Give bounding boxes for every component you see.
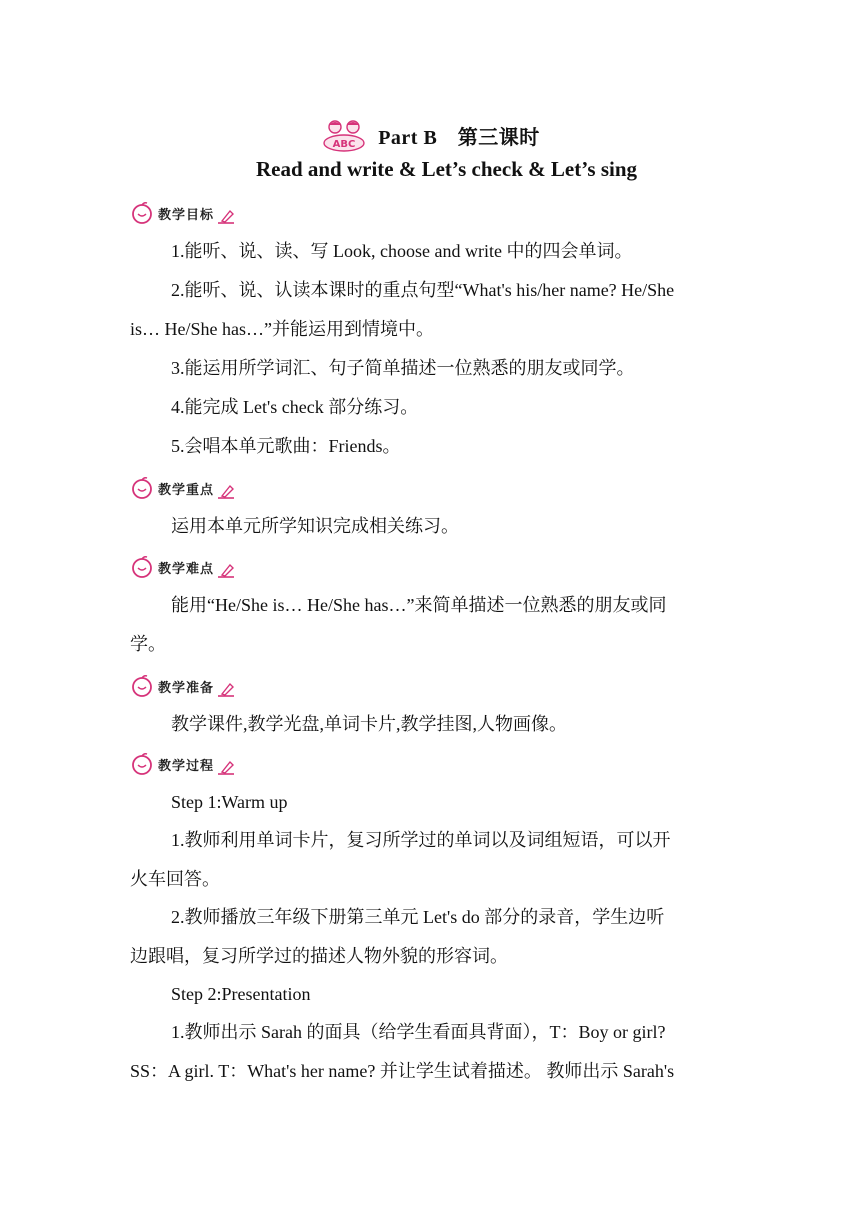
- apple-icon: [130, 476, 154, 500]
- section-label: 教学目标: [158, 207, 215, 223]
- part-title: Part B 第三课时: [378, 126, 540, 149]
- goal-line-3: 3.能运用所学词汇、句子简单描述一位熟悉的朋友或同学。: [171, 358, 635, 378]
- pen-icon: [216, 561, 238, 579]
- goal-line-4: 4.能完成 Let's check 部分练习。: [171, 397, 419, 417]
- step-1-item-1b: 火车回答。: [130, 869, 220, 889]
- section-label: 教学过程: [158, 758, 215, 774]
- svg-text:ABC: ABC: [332, 139, 356, 150]
- difficulty-line-a: 能用“He/She is… He/She has…”来简单描述一位熟悉的朋友或同: [171, 595, 667, 615]
- goal-line-2a: 2.能听、说、认读本课时的重点句型“What's his/her name? He/She: [171, 280, 675, 300]
- apple-icon: [130, 555, 154, 579]
- kids-abc-logo: [320, 118, 370, 152]
- key-point-line: 运用本单元所学知识完成相关练习。: [171, 516, 459, 536]
- pen-icon: [216, 758, 238, 776]
- section-header-process: [130, 751, 238, 777]
- section-header-goals: [130, 200, 238, 226]
- step-2-item-1b: SS：A girl. T：What's her name? 并让学生试着描述。 教师出示 Sarah's: [130, 1061, 675, 1081]
- pen-icon: [216, 207, 238, 225]
- step-1-item-2a: 2.教师播放三年级下册第三单元 Let's do 部分的录音，学生边听: [171, 907, 665, 927]
- step-2-heading: Step 2:Presentation: [171, 984, 311, 1004]
- preparation-line: 教学课件,教学光盘,单词卡片,教学挂图,人物画像。: [171, 714, 567, 734]
- step-1-heading: Step 1:Warm up: [171, 792, 288, 812]
- apple-icon: [130, 674, 154, 698]
- difficulty-line-b: 学。: [130, 634, 166, 654]
- section-label: 教学难点: [158, 561, 215, 577]
- goal-line-1: 1.能听、说、读、写 Look, choose and write 中的四会单词。: [171, 241, 633, 261]
- lesson-subtitle: Read and write & Let’s check & Let’s sing: [255, 157, 638, 181]
- section-label: 教学重点: [158, 482, 215, 498]
- section-header-key-points: [130, 475, 238, 501]
- title-row: [0, 118, 860, 152]
- section-label: 教学准备: [158, 680, 215, 696]
- apple-icon: [130, 201, 154, 225]
- step-1-item-1a: 1.教师利用单词卡片，复习所学过的单词以及词组短语，可以开: [171, 830, 671, 850]
- pen-icon: [216, 482, 238, 500]
- goal-line-2b: is… He/She has…”并能运用到情境中。: [130, 319, 434, 339]
- section-header-preparation: [130, 673, 238, 699]
- step-2-item-1a: 1.教师出示 Sarah 的面具（给学生看面具背面），T：Boy or girl?: [171, 1022, 666, 1042]
- apple-icon: [130, 752, 154, 776]
- step-1-item-2b: 边跟唱，复习所学过的描述人物外貌的形容词。: [130, 946, 508, 966]
- pen-icon: [216, 680, 238, 698]
- goal-line-5: 5.会唱本单元歌曲：Friends。: [171, 436, 401, 456]
- section-header-difficulties: [130, 554, 238, 580]
